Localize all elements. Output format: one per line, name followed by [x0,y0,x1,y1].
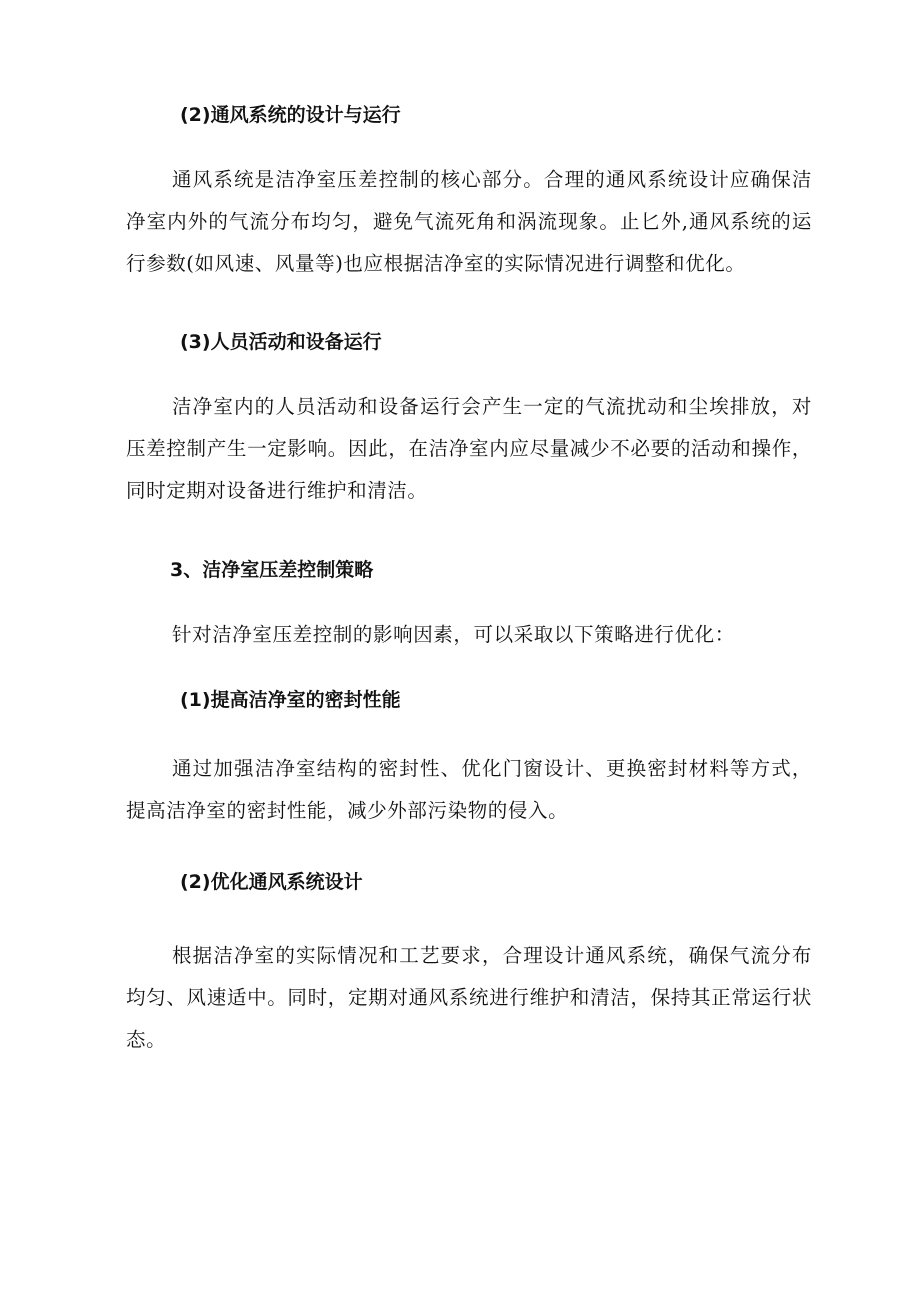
paragraph-optimize-ventilation: 根据洁净室的实际情况和工艺要求，合理设计通风系统，确保气流分布均匀、风速适中。同时，定期对通风系统进行维护和清洁，保持其正常运行状态。 [126,944,812,1051]
paragraph-strategy-intro: 针对洁净室压差控制的影响因素，可以采取以下策略进行优化： [172,623,735,646]
heading-ventilation-design: (2)通风系统的设计与运行 [180,104,401,126]
section-heading-strategy: 3、洁净室压差控制策略 [170,559,374,581]
heading-optimize-ventilation: (2)优化通风系统设计 [180,871,363,893]
heading-personnel-equipment: (3)人员活动和设备运行 [180,331,382,353]
heading-sealing: (1)提高洁净室的密封性能 [180,689,401,711]
paragraph-sealing: 通过加强洁净室结构的密封性、优化门窗设计、更换密封材料等方式，提高洁净室的密封性能，减少外部污染物的侵入。 [126,757,812,822]
paragraph-ventilation: 通风系统是洁净室压差控制的核心部分。合理的通风系统设计应确保洁净室内外的气流分布均匀，避免气流死角和涡流现象。止匕外,通风系统的运行参数(如风速、风量等)也应根据洁净室的实际情况进行调整和优化。 [126,168,812,275]
paragraph-personnel: 洁净室内的人员活动和设备运行会产生一定的气流扰动和尘埃排放，对压差控制产生一定影响。因此，在洁净室内应尽量减少不必要的活动和操作，同时定期对设备进行维护和清洁。 [126,395,812,502]
